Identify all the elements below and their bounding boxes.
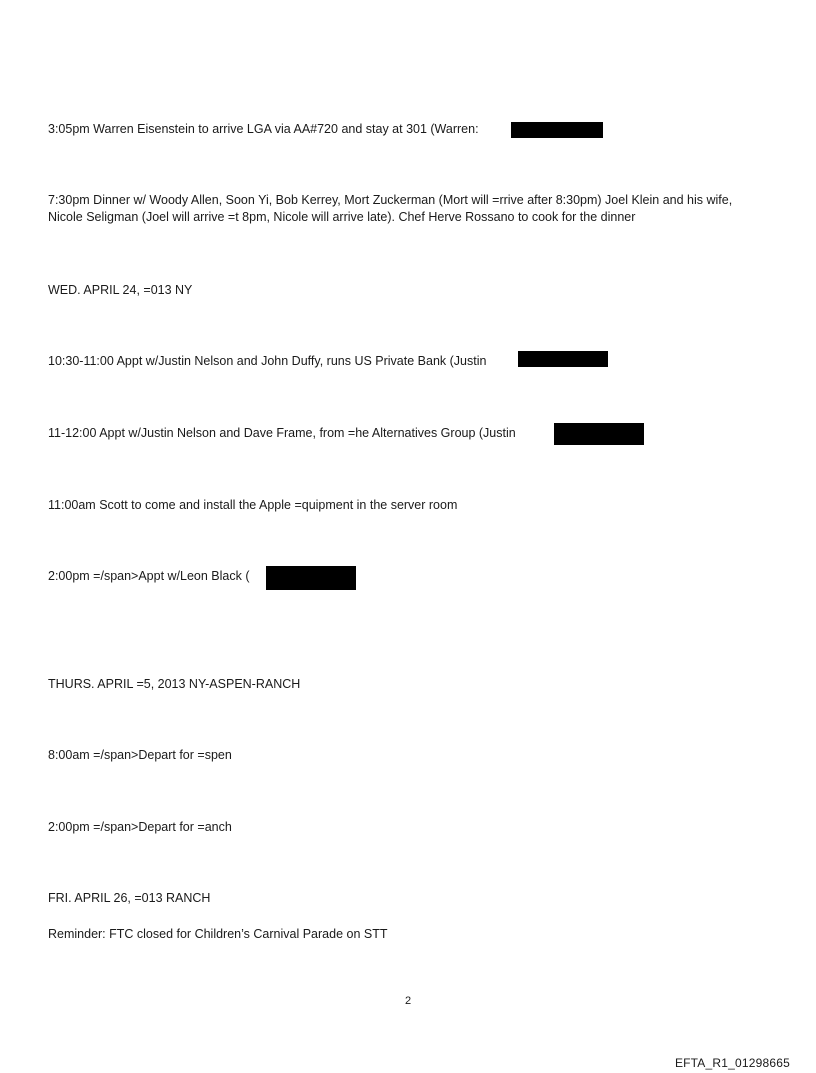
schedule-entry-appt-duffy: 10:30-11:00 Appt w/Justin Nelson and John Duffy, runs US Private Bank (Justin bbox=[48, 354, 487, 368]
document-id: EFTA_R1_01298665 bbox=[674, 1056, 790, 1070]
schedule-entry-appt-frame: 11-12:00 Appt w/Justin Nelson and Dave Frame, from =he Alternatives Group (Justin bbox=[48, 426, 516, 440]
day-heading-thurs: THURS. APRIL =5, 2013 NY-ASPEN-RANCH bbox=[48, 677, 301, 691]
schedule-entry-apple-install: 11:00am Scott to come and install the Apple =quipment in the server room bbox=[48, 498, 458, 512]
day-heading-fri: FRI. APRIL 26, =013 RANCH bbox=[48, 891, 211, 905]
redaction-bar bbox=[511, 122, 603, 138]
schedule-entry-dinner: 7:30pm Dinner w/ Woody Allen, Soon Yi, Bob Kerrey, Mort Zuckerman (Mort will =rrive after 8:30pm) Joel Klein and his wife, Nicole Seligman (Joel will arrive =t 8pm, Nicole will arrive late). Chef Herve Rossano to cook for the dinner bbox=[48, 193, 733, 224]
day-heading-wed: WED. APRIL 24, =013 NY bbox=[48, 283, 193, 297]
schedule-entry-warren-arrival: 3:05pm Warren Eisenstein to arrive LGA via AA#720 and stay at 301 (Warren: bbox=[48, 122, 479, 136]
schedule-entry-depart-ranch: 2:00pm =/span>Depart for =anch bbox=[48, 820, 232, 834]
redaction-bar bbox=[266, 566, 356, 590]
redaction-bar bbox=[554, 423, 644, 445]
schedule-entry-leon-black: 2:00pm =/span>Appt w/Leon Black ( bbox=[48, 569, 250, 583]
reminder-note: Reminder: FTC closed for Children’s Carnival Parade on STT bbox=[48, 927, 388, 941]
page-number: 2 bbox=[404, 995, 412, 1007]
redaction-bar bbox=[518, 351, 608, 367]
schedule-entry-depart-aspen: 8:00am =/span>Depart for =spen bbox=[48, 748, 232, 762]
